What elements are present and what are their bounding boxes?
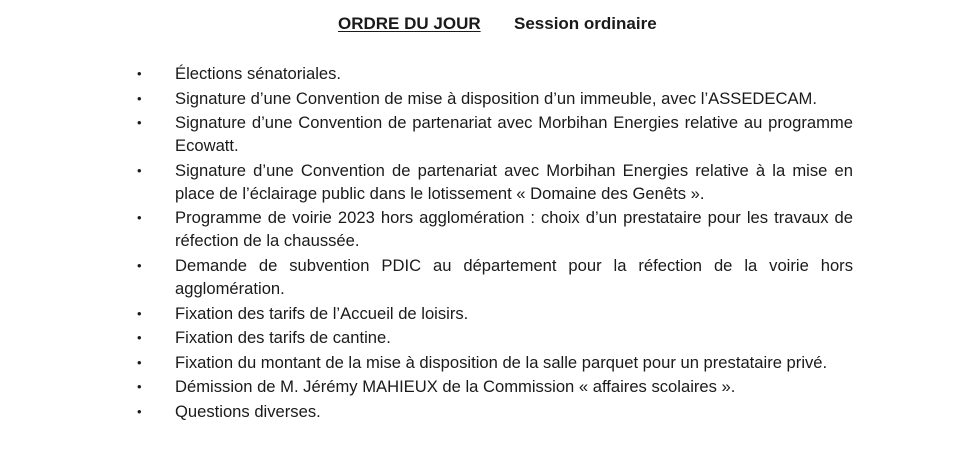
bullet-icon: •	[137, 379, 142, 395]
bullet-icon: •	[137, 90, 142, 106]
agenda-item-text: Fixation des tarifs de l’Accueil de loisirs.	[175, 303, 469, 323]
agenda-header	[0, 14, 964, 38]
bullet-icon: •	[137, 115, 142, 131]
agenda-item-text: Signature d’une Convention de mise à disposition d’un immeuble, avec l’ASSEDECAM.	[175, 88, 817, 108]
bullet-icon: •	[137, 66, 142, 81]
agenda-item-text: Signature d’une Convention de partenariat avec Morbihan Energies relative à la mise en place de l’éclairage public dans le lotissement « Domaine des Genêts ».	[175, 160, 853, 203]
agenda-list	[137, 62, 853, 425]
agenda-item-text: Fixation des tarifs de cantine.	[175, 328, 391, 348]
session-type: Session ordinaire	[514, 14, 657, 33]
agenda-item-text: Fixation du montant de la mise à disposition de la salle parquet pour un prestataire privé.	[175, 352, 828, 372]
bullet-icon: •	[137, 330, 142, 346]
agenda-item-text: Programme de voirie 2023 hors agglomération : choix d’un prestataire pour les travaux de réfection de la chaussée.	[175, 208, 853, 251]
bullet-icon: •	[137, 354, 142, 370]
agenda-item	[137, 206, 853, 252]
agenda-item	[137, 351, 853, 374]
agenda-item	[137, 375, 853, 398]
agenda-item-text: Questions diverses.	[175, 401, 321, 421]
agenda-item	[137, 87, 853, 110]
agenda-item-text: Démission de M. Jérémy MAHIEUX de la Commission « affaires scolaires ».	[175, 377, 736, 397]
bullet-icon: •	[137, 210, 142, 226]
agenda-item	[137, 302, 853, 325]
bullet-icon: •	[137, 403, 142, 419]
agenda-item	[137, 111, 853, 157]
bullet-icon: •	[137, 162, 142, 178]
agenda-item	[137, 62, 853, 85]
bullet-icon: •	[137, 305, 142, 321]
agenda-title: ORDRE DU JOUR	[338, 14, 481, 33]
agenda-item	[137, 400, 853, 423]
agenda-item-text: Élections sénatoriales.	[175, 64, 342, 83]
agenda-item-text: Demande de subvention PDIC au département pour la réfection de la voirie hors agglomération.	[175, 255, 853, 298]
agenda-item	[137, 159, 853, 205]
agenda-item-text: Signature d’une Convention de partenariat avec Morbihan Energies relative au programme Ecowatt.	[175, 113, 853, 156]
bullet-icon: •	[137, 257, 142, 273]
agenda-item	[137, 254, 853, 300]
agenda-item	[137, 326, 853, 349]
